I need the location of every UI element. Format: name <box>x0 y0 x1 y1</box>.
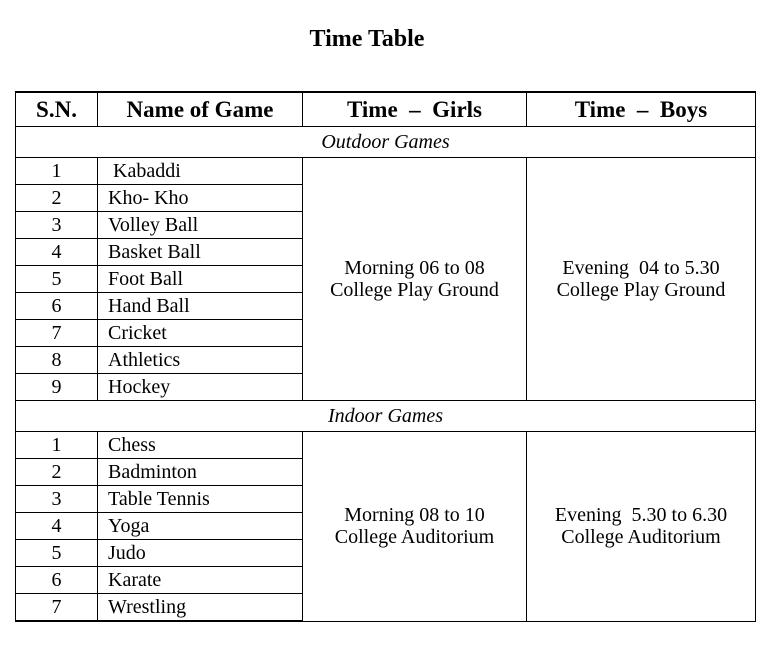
section-row-indoor <box>16 401 756 432</box>
game-name-cell: Kabaddi <box>98 158 303 185</box>
game-name-cell: Chess <box>98 432 303 459</box>
game-name-cell: Kho- Kho <box>98 185 303 212</box>
sn-cell: 7 <box>16 320 98 347</box>
sn-cell: 3 <box>16 486 98 513</box>
indoor-girls-time: Morning 08 to 10 <box>344 504 485 527</box>
sn-cell: 2 <box>16 185 98 212</box>
sn-cell: 5 <box>16 540 98 567</box>
sn-cell: 5 <box>16 266 98 293</box>
sn-cell: 1 <box>16 432 98 459</box>
sn-cell: 6 <box>16 567 98 594</box>
game-name-cell: Hand Ball <box>98 293 303 320</box>
outdoor-boys-time: Evening 04 to 5.30 <box>562 257 720 279</box>
game-name-cell: Foot Ball <box>98 266 303 293</box>
indoor-girls-time-cell <box>303 432 527 622</box>
game-name-cell: Table Tennis <box>98 486 303 513</box>
indoor-boys-time: Evening 5.30 to 6.30 <box>554 504 728 527</box>
header-row <box>16 92 756 127</box>
table-row <box>16 158 756 185</box>
page-title: Time Table <box>309 26 425 52</box>
sn-cell: 8 <box>16 347 98 374</box>
header-name-of-game: Name of Game <box>98 92 303 127</box>
section-row-outdoor <box>16 127 756 158</box>
sn-cell: 3 <box>16 212 98 239</box>
sn-cell: 7 <box>16 594 98 622</box>
sn-cell: 9 <box>16 374 98 401</box>
time-table <box>15 91 756 622</box>
game-name-cell: Judo <box>98 540 303 567</box>
game-name-cell: Hockey <box>98 374 303 401</box>
sn-cell: 4 <box>16 239 98 266</box>
game-name-cell: Volley Ball <box>98 212 303 239</box>
outdoor-girls-place: College Play Ground <box>330 279 499 301</box>
header-time-boys: Time – Boys <box>527 92 756 127</box>
game-name-cell: Yoga <box>98 513 303 540</box>
header-sn: S.N. <box>16 92 98 127</box>
outdoor-girls-time-cell <box>303 158 527 401</box>
header-time-girls: Time – Girls <box>303 92 527 127</box>
game-name-cell: Badminton <box>98 459 303 486</box>
outdoor-boys-place: College Play Ground <box>556 279 726 301</box>
sn-cell: 4 <box>16 513 98 540</box>
game-name-cell: Karate <box>98 567 303 594</box>
sn-cell: 1 <box>16 158 98 185</box>
indoor-boys-time-cell <box>527 432 756 622</box>
sn-cell: 2 <box>16 459 98 486</box>
outdoor-girls-time: Morning 06 to 08 <box>344 257 485 279</box>
game-name-cell: Athletics <box>98 347 303 374</box>
indoor-girls-place: College Auditorium <box>334 526 495 549</box>
section-title-indoor: Indoor Games <box>16 401 756 432</box>
outdoor-boys-time-cell <box>527 158 756 401</box>
table-row <box>16 432 756 459</box>
indoor-boys-place: College Auditorium <box>561 526 721 549</box>
game-name-cell: Basket Ball <box>98 239 303 266</box>
game-name-cell: Wrestling <box>98 594 303 622</box>
game-name-cell: Cricket <box>98 320 303 347</box>
section-title-outdoor: Outdoor Games <box>16 127 756 158</box>
sn-cell: 6 <box>16 293 98 320</box>
